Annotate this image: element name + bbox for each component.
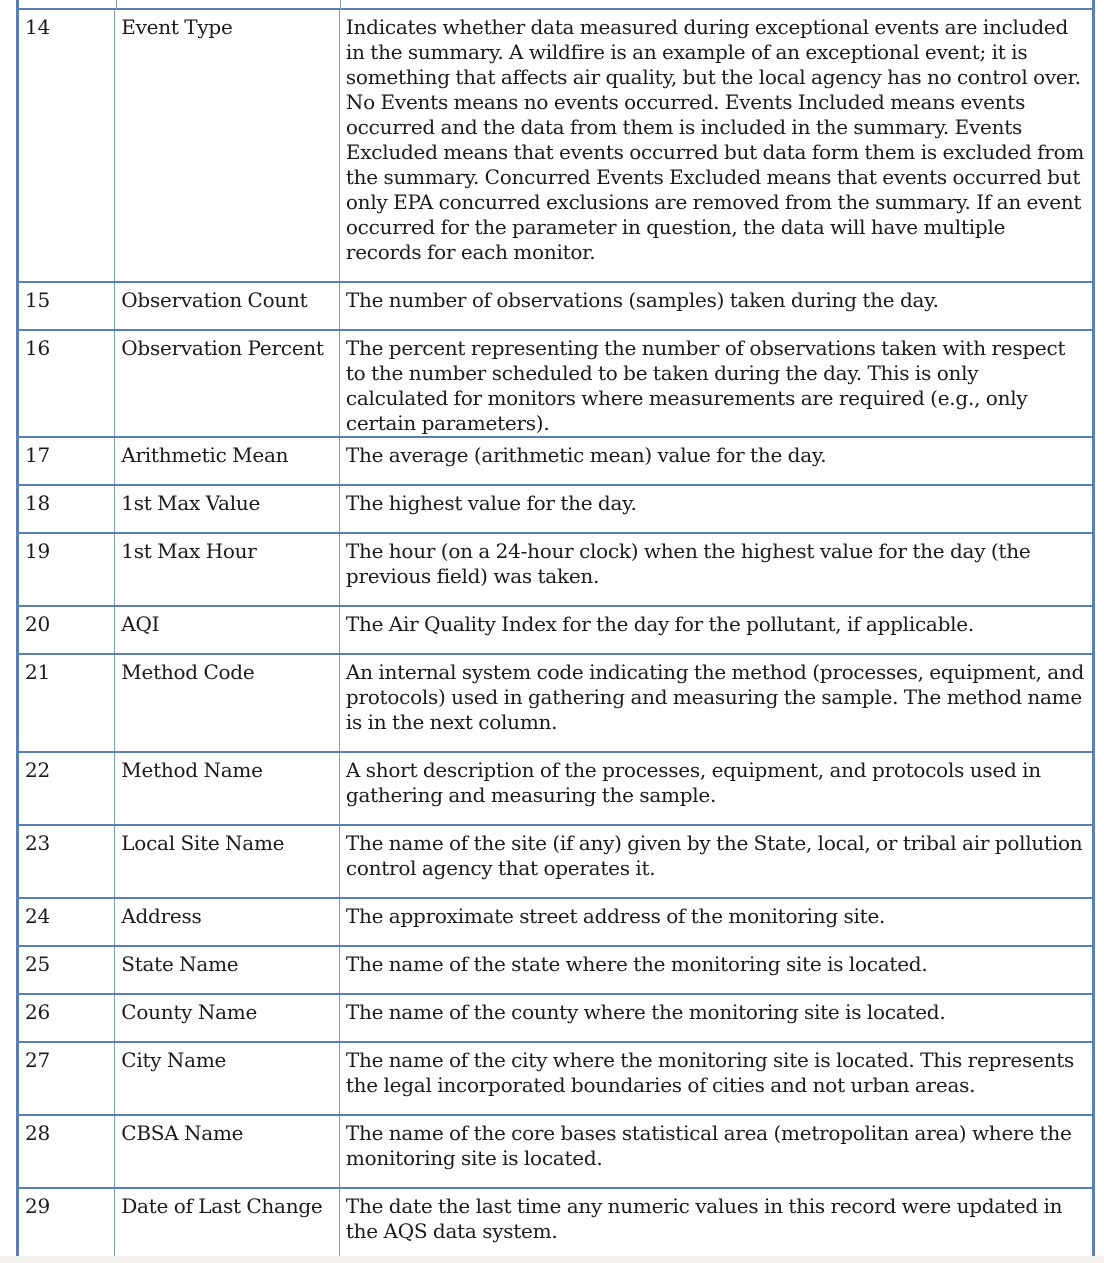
field-description: An internal system code indicating the method (processes, equipment, and protocols) used in gathering and measuring the sample. The method name is in the next column. <box>339 654 1093 752</box>
field-name: Local Site Name <box>115 825 340 898</box>
table-row <box>18 606 1094 654</box>
field-description: The average (arithmetic mean) value for the day. <box>339 437 1093 485</box>
table-row <box>18 282 1094 330</box>
field-number: 19 <box>18 533 115 606</box>
field-name: Event Type <box>115 10 340 282</box>
table-row <box>18 1188 1094 1261</box>
field-description: The date the last time any numeric values in this record were updated in the AQS data system. <box>339 1188 1093 1261</box>
field-description: The name of the state where the monitoring site is located. <box>339 946 1093 994</box>
table-row <box>18 752 1094 825</box>
field-number: 26 <box>18 994 115 1042</box>
field-number: 14 <box>18 10 115 282</box>
field-number: 24 <box>18 898 115 946</box>
table-row <box>18 1042 1094 1115</box>
field-number: 27 <box>18 1042 115 1115</box>
field-name: State Name <box>115 946 340 994</box>
field-number: 15 <box>18 282 115 330</box>
field-name: County Name <box>115 994 340 1042</box>
field-name: Observation Percent <box>115 330 340 437</box>
field-description: The name of the core bases statistical area (metropolitan area) where the monitoring site is located. <box>339 1115 1093 1188</box>
field-name: AQI <box>115 606 340 654</box>
table-row <box>18 485 1094 533</box>
field-description: The highest value for the day. <box>339 485 1093 533</box>
field-name: Date of Last Change <box>115 1188 340 1261</box>
table-row <box>18 533 1094 606</box>
table-row <box>18 946 1094 994</box>
field-description: The Air Quality Index for the day for the pollutant, if applicable. <box>339 606 1093 654</box>
field-name: Method Code <box>115 654 340 752</box>
table-top-edge <box>16 0 1095 10</box>
field-name: 1st Max Value <box>115 485 340 533</box>
field-description: The name of the county where the monitoring site is located. <box>339 994 1093 1042</box>
field-number: 23 <box>18 825 115 898</box>
field-name: Method Name <box>115 752 340 825</box>
field-description: The name of the city where the monitoring site is located. This represents the legal incorporated boundaries of cities and not urban areas. <box>339 1042 1093 1115</box>
field-number: 21 <box>18 654 115 752</box>
field-number: 22 <box>18 752 115 825</box>
field-name: City Name <box>115 1042 340 1115</box>
field-description: The hour (on a 24-hour clock) when the highest value for the day (the previous field) was taken. <box>339 533 1093 606</box>
field-number: 17 <box>18 437 115 485</box>
table-row <box>18 654 1094 752</box>
field-number: 20 <box>18 606 115 654</box>
field-name: Address <box>115 898 340 946</box>
field-description: The approximate street address of the monitoring site. <box>339 898 1093 946</box>
field-number: 25 <box>18 946 115 994</box>
field-description: The number of observations (samples) taken during the day. <box>339 282 1093 330</box>
table-row <box>18 1115 1094 1188</box>
field-name: CBSA Name <box>115 1115 340 1188</box>
field-number: 18 <box>18 485 115 533</box>
table-row <box>18 825 1094 898</box>
table-row <box>18 994 1094 1042</box>
table-row <box>18 437 1094 485</box>
field-name: Observation Count <box>115 282 340 330</box>
field-name: Arithmetic Mean <box>115 437 340 485</box>
field-description: A short description of the processes, equipment, and protocols used in gathering and measuring the sample. <box>339 752 1093 825</box>
document-page <box>16 0 1096 1256</box>
table-row <box>18 898 1094 946</box>
field-number: 28 <box>18 1115 115 1188</box>
field-number: 16 <box>18 330 115 437</box>
table-body <box>18 10 1094 1261</box>
table-row <box>18 330 1094 437</box>
field-definitions-table <box>16 10 1095 1263</box>
page-bottom-strip <box>0 1256 1104 1263</box>
table-row <box>18 10 1094 282</box>
field-description: Indicates whether data measured during exceptional events are included in the summary. A wildfire is an example of an exceptional event; it is something that affects air quality, but the local agency has no control over. No Events means no events occurred. Events Included means events occurred and the data from them is included in the summary. Events Excluded means that events occurred but data form them is excluded from the summary. Concurred Events Excluded means that events occurred but only EPA concurred exclusions are removed from the summary. If an event occurred for the parameter in question, the data will have multiple records for each monitor. <box>339 10 1093 282</box>
field-name: 1st Max Hour <box>115 533 340 606</box>
field-number: 29 <box>18 1188 115 1261</box>
field-description: The percent representing the number of observations taken with respect to the number scheduled to be taken during the day. This is only calculated for monitors where measurements are required (e.g., only certain parameters). <box>339 330 1093 437</box>
field-description: The name of the site (if any) given by the State, local, or tribal air pollution control agency that operates it. <box>339 825 1093 898</box>
